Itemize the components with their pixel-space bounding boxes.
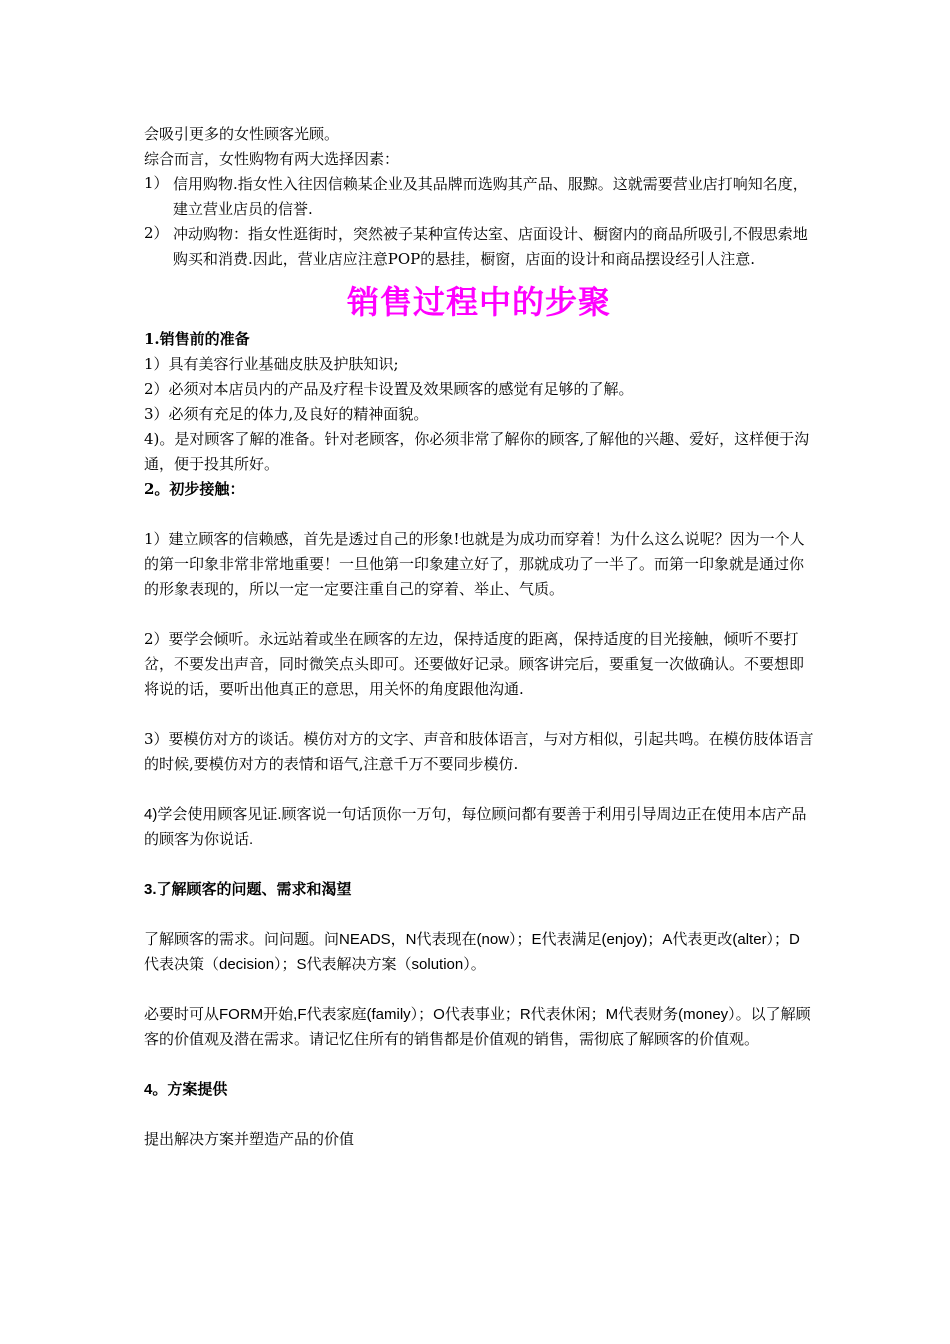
paragraph: 1）具有美容行业基础皮肤及护肤知识; <box>144 355 399 373</box>
paragraph: 了解顾客的需求。问问题。问NEADS，N代表现在(now）；E代表满足(enjoy)；A代表更改(alter）；D代表决策（decision）；S代表解决方案（solution）。 <box>144 931 800 973</box>
document-body <box>144 122 814 1152</box>
paragraph: 2）要学会倾听。永远站着或坐在顾客的左边，保持适度的距离，保持适度的目光接触，倾听不要打岔，不要发出声音，同时微笑点头即可。还要做好记录。顾客讲完后，要重复一次做确认。不要想即将说的话，要听出他真正的意思，用关怀的角度跟他沟通. <box>144 630 805 698</box>
paragraph: 4)。是对顾客了解的准备。针对老顾客，你必须非常了解你的顾客,了解他的兴趣、爱好，这样便于沟通，便于投其所好。 <box>144 430 810 473</box>
paragraph: 1）建立顾客的信赖感，首先是透过自己的形象!也就是为成功而穿着！为什么这么说呢？因为一个人的第一印象非常非常地重要！一旦他第一印象建立好了，那就成功了一半了。而第一印象就是通过你的形象表现的，所以一定一定要注重自己的穿着、举止、气质。 <box>144 530 805 598</box>
document-title: 销售过程中的步聚 <box>346 283 611 321</box>
list-text: 冲动购物：指女性逛街时，突然被子某种宣传达室、店面设计、橱窗内的商品所吸引,不假思索地购买和消费.因此，营业店应注意POP的悬挂，橱窗，店面的设计和商品摆设经引人注意. <box>173 225 808 268</box>
list-item <box>144 222 814 272</box>
spacer <box>144 502 814 527</box>
spacer <box>144 852 814 877</box>
spacer <box>144 977 814 1002</box>
paragraph: 3）必须有充足的体力,及良好的精神面貌。 <box>144 405 429 423</box>
list-number: 2） <box>144 224 169 242</box>
section-heading: 2。初步接触： <box>144 480 245 498</box>
intro-line-1: 会吸引更多的女性顾客光顾。 <box>144 125 340 143</box>
paragraph: 2）必须对本店员内的产品及疗程卡设置及效果顾客的感觉有足够的了解。 <box>144 380 634 398</box>
list-item <box>144 172 814 222</box>
intro-line-2: 综合而言，女性购物有两大选择因素： <box>144 150 400 168</box>
paragraph: 提出解决方案并塑造产品的价值 <box>144 1131 355 1148</box>
spacer <box>144 702 814 727</box>
spacer <box>144 777 814 802</box>
list-number: 1） <box>144 174 169 192</box>
paragraph: 4)学会使用顾客见证.顾客说一句话顶你一万句，每位顾问都有要善于利用引导周边正在使用本店产品的顾客为你说话. <box>144 806 807 848</box>
paragraph: 必要时可从FORM开始,F代表家庭(family）；O代表事业；R代表休闲；M代表财务(money）。以了解顾客的价值观及潜在需求。请记忆住所有的销售都是价值观的销售，需彻底了解顾客的价值观。 <box>144 1006 811 1048</box>
paragraph: 3）要模仿对方的谈话。模仿对方的文字、声音和肢体语言，与对方相似，引起共鸣。在模仿肢体语言的时候,要模仿对方的表情和语气,注意千万不要同步模仿. <box>144 730 814 773</box>
list-text: 信用购物.指女性入往因信赖某企业及其品牌而选购其产品、服黥。这就需要营业店打响知名度，建立营业店员的信誉. <box>173 175 808 218</box>
spacer <box>144 1052 814 1077</box>
section-heading: 3.了解顾客的问题、需求和渴望 <box>144 881 352 898</box>
section-heading: 1.销售前的准备 <box>144 330 250 348</box>
spacer <box>144 602 814 627</box>
spacer <box>144 902 814 927</box>
section-heading: 4。方案提供 <box>144 1081 228 1098</box>
spacer <box>144 1102 814 1127</box>
